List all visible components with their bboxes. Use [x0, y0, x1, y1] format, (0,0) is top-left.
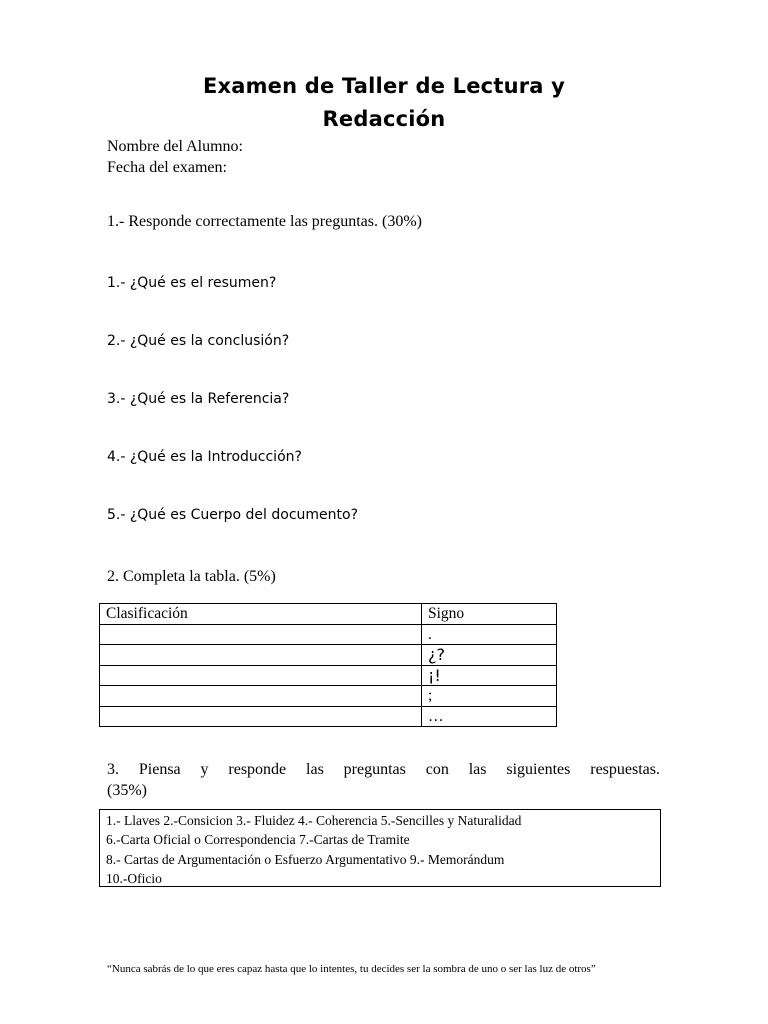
- answer-options-line: 1.- Llaves 2.-Consicion 3.- Fluidez 4.- Coherencia 5.-Sencilles y Naturalidad: [106, 813, 522, 828]
- question-5: 5.- ¿Qué es Cuerpo del documento?: [107, 507, 358, 523]
- signo-cell: ¡!: [422, 665, 557, 686]
- signo-cell: ;: [422, 686, 557, 707]
- table-header-row: [100, 604, 557, 625]
- column-header-clasificacion: Clasificación: [100, 604, 422, 625]
- section-2-heading: 2. Completa la tabla. (5%): [107, 568, 276, 585]
- section-3-heading-line-1: 3. Piensa y responde las preguntas con las siguientes respuestas.: [107, 761, 660, 778]
- question-2: 2.- ¿Qué es la conclusión?: [107, 333, 290, 349]
- signo-cell: …: [422, 706, 557, 727]
- section-3-heading: [107, 759, 660, 801]
- clasificacion-cell[interactable]: [100, 706, 422, 727]
- footer-quote: “Nunca sabrás de lo que eres capaz hasta que lo intentes, tu decides ser la sombra de uno o ser las luz de otros”: [107, 963, 596, 975]
- section-3-heading-line-2: (35%): [107, 782, 147, 799]
- student-name-label: Nombre del Alumno:: [107, 138, 243, 155]
- clasificacion-cell[interactable]: [100, 686, 422, 707]
- exam-title-line-1: Examen de Taller de Lectura y: [202, 74, 566, 98]
- table-row: [100, 706, 557, 727]
- answer-options-box: [99, 809, 661, 887]
- exam-date-label: Fecha del examen:: [107, 159, 227, 176]
- answer-options-line: 8.- Cartas de Argumentación o Esfuerzo Argumentativo 9.- Memorándum: [106, 851, 505, 867]
- table-row: [100, 665, 557, 686]
- answer-options-line: 6.-Carta Oficial o Correspondencia 7.-Cartas de Tramite: [106, 832, 410, 848]
- table-row: [100, 686, 557, 707]
- exam-title-line-2: Redacción: [322, 107, 446, 131]
- answer-options-line: 10.-Oficio: [106, 870, 162, 886]
- signo-cell: ¿?: [422, 645, 557, 666]
- clasificacion-cell[interactable]: [100, 665, 422, 686]
- signo-cell: .: [422, 624, 557, 645]
- punctuation-table: [99, 603, 557, 727]
- question-3: 3.- ¿Qué es la Referencia?: [107, 391, 290, 407]
- question-1: 1.- ¿Qué es el resumen?: [107, 275, 277, 291]
- clasificacion-cell[interactable]: [100, 624, 422, 645]
- column-header-signo: Signo: [422, 604, 557, 625]
- table-row: [100, 624, 557, 645]
- table-row: [100, 645, 557, 666]
- clasificacion-cell[interactable]: [100, 645, 422, 666]
- question-4: 4.- ¿Qué es la Introducción?: [107, 449, 302, 465]
- section-1-heading: 1.- Responde correctamente las preguntas. (30%): [107, 213, 422, 230]
